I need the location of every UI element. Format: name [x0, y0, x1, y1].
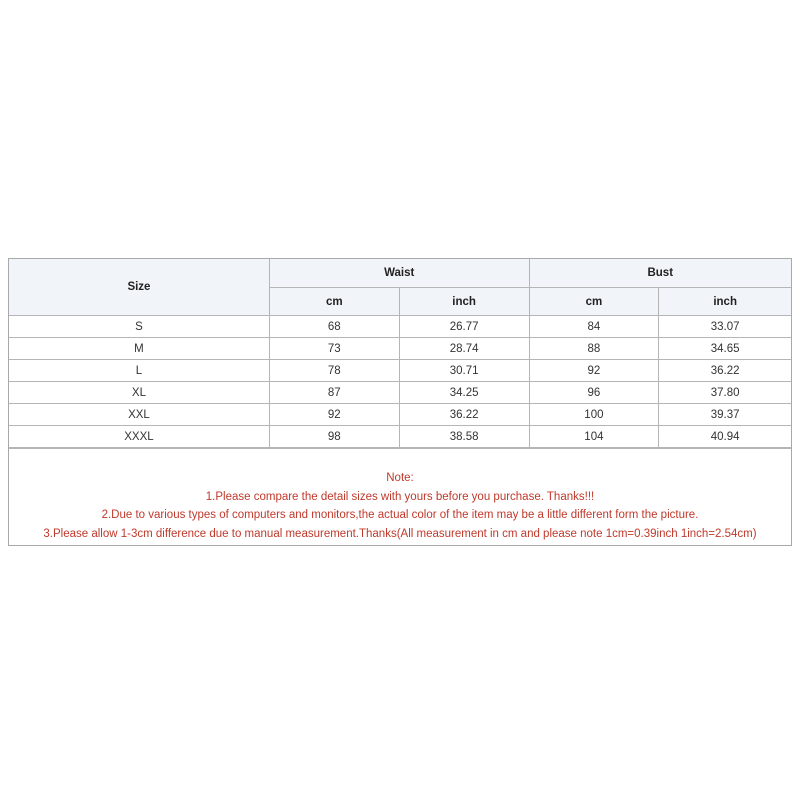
waist-cm-cell: 98 — [269, 426, 399, 448]
bust-inch-cell: 39.37 — [659, 404, 791, 426]
waist-inch-cell: 26.77 — [399, 316, 529, 338]
bust-inch-header: inch — [659, 288, 791, 316]
size-cell: S — [9, 316, 269, 338]
waist-cm-cell: 87 — [269, 382, 399, 404]
waist-cm-header: cm — [269, 288, 399, 316]
bust-cm-cell: 88 — [529, 338, 659, 360]
size-cell: XXXL — [9, 426, 269, 448]
bust-header: Bust — [529, 259, 791, 288]
bust-inch-cell: 33.07 — [659, 316, 791, 338]
bust-cm-cell: 96 — [529, 382, 659, 404]
size-chart — [8, 258, 792, 546]
table-row — [9, 338, 791, 360]
size-cell: XXL — [9, 404, 269, 426]
table-header-row — [9, 259, 791, 288]
note-line-2: 2.Due to various types of computers and monitors,the actual color of the item may be a little different form the picture. — [101, 509, 699, 521]
table-row — [9, 316, 791, 338]
waist-cm-cell: 92 — [269, 404, 399, 426]
bust-cm-cell: 84 — [529, 316, 659, 338]
bust-cm-header: cm — [529, 288, 659, 316]
note-line-3: 3.Please allow 1-3cm difference due to manual measurement.Thanks(All measurement in cm and please note 1cm=0.39inch 1inch=2.54cm) — [43, 527, 757, 540]
table-row — [9, 404, 791, 426]
note-line-1: 1.Please compare the detail sizes with yours before you purchase. Thanks!!! — [205, 490, 595, 503]
bust-cm-cell: 104 — [529, 426, 659, 448]
notes-section — [9, 448, 791, 545]
table-row — [9, 360, 791, 382]
table-row — [9, 426, 791, 448]
size-cell: M — [9, 338, 269, 360]
notes-title: Note: — [386, 472, 414, 484]
waist-inch-cell: 36.22 — [399, 404, 529, 426]
waist-inch-header: inch — [399, 288, 529, 316]
size-cell: XL — [9, 382, 269, 404]
bust-cm-cell: 100 — [529, 404, 659, 426]
waist-inch-cell: 28.74 — [399, 338, 529, 360]
waist-header: Waist — [269, 259, 529, 288]
size-cell: L — [9, 360, 269, 382]
table-row — [9, 382, 791, 404]
bust-inch-cell: 40.94 — [659, 426, 791, 448]
bust-inch-cell: 36.22 — [659, 360, 791, 382]
waist-cm-cell: 68 — [269, 316, 399, 338]
size-table — [9, 259, 791, 448]
waist-inch-cell: 38.58 — [399, 426, 529, 448]
bust-inch-cell: 34.65 — [659, 338, 791, 360]
waist-inch-cell: 30.71 — [399, 360, 529, 382]
bust-cm-cell: 92 — [529, 360, 659, 382]
waist-inch-cell: 34.25 — [399, 382, 529, 404]
waist-cm-cell: 73 — [269, 338, 399, 360]
waist-cm-cell: 78 — [269, 360, 399, 382]
bust-inch-cell: 37.80 — [659, 382, 791, 404]
size-header: Size — [9, 259, 269, 316]
